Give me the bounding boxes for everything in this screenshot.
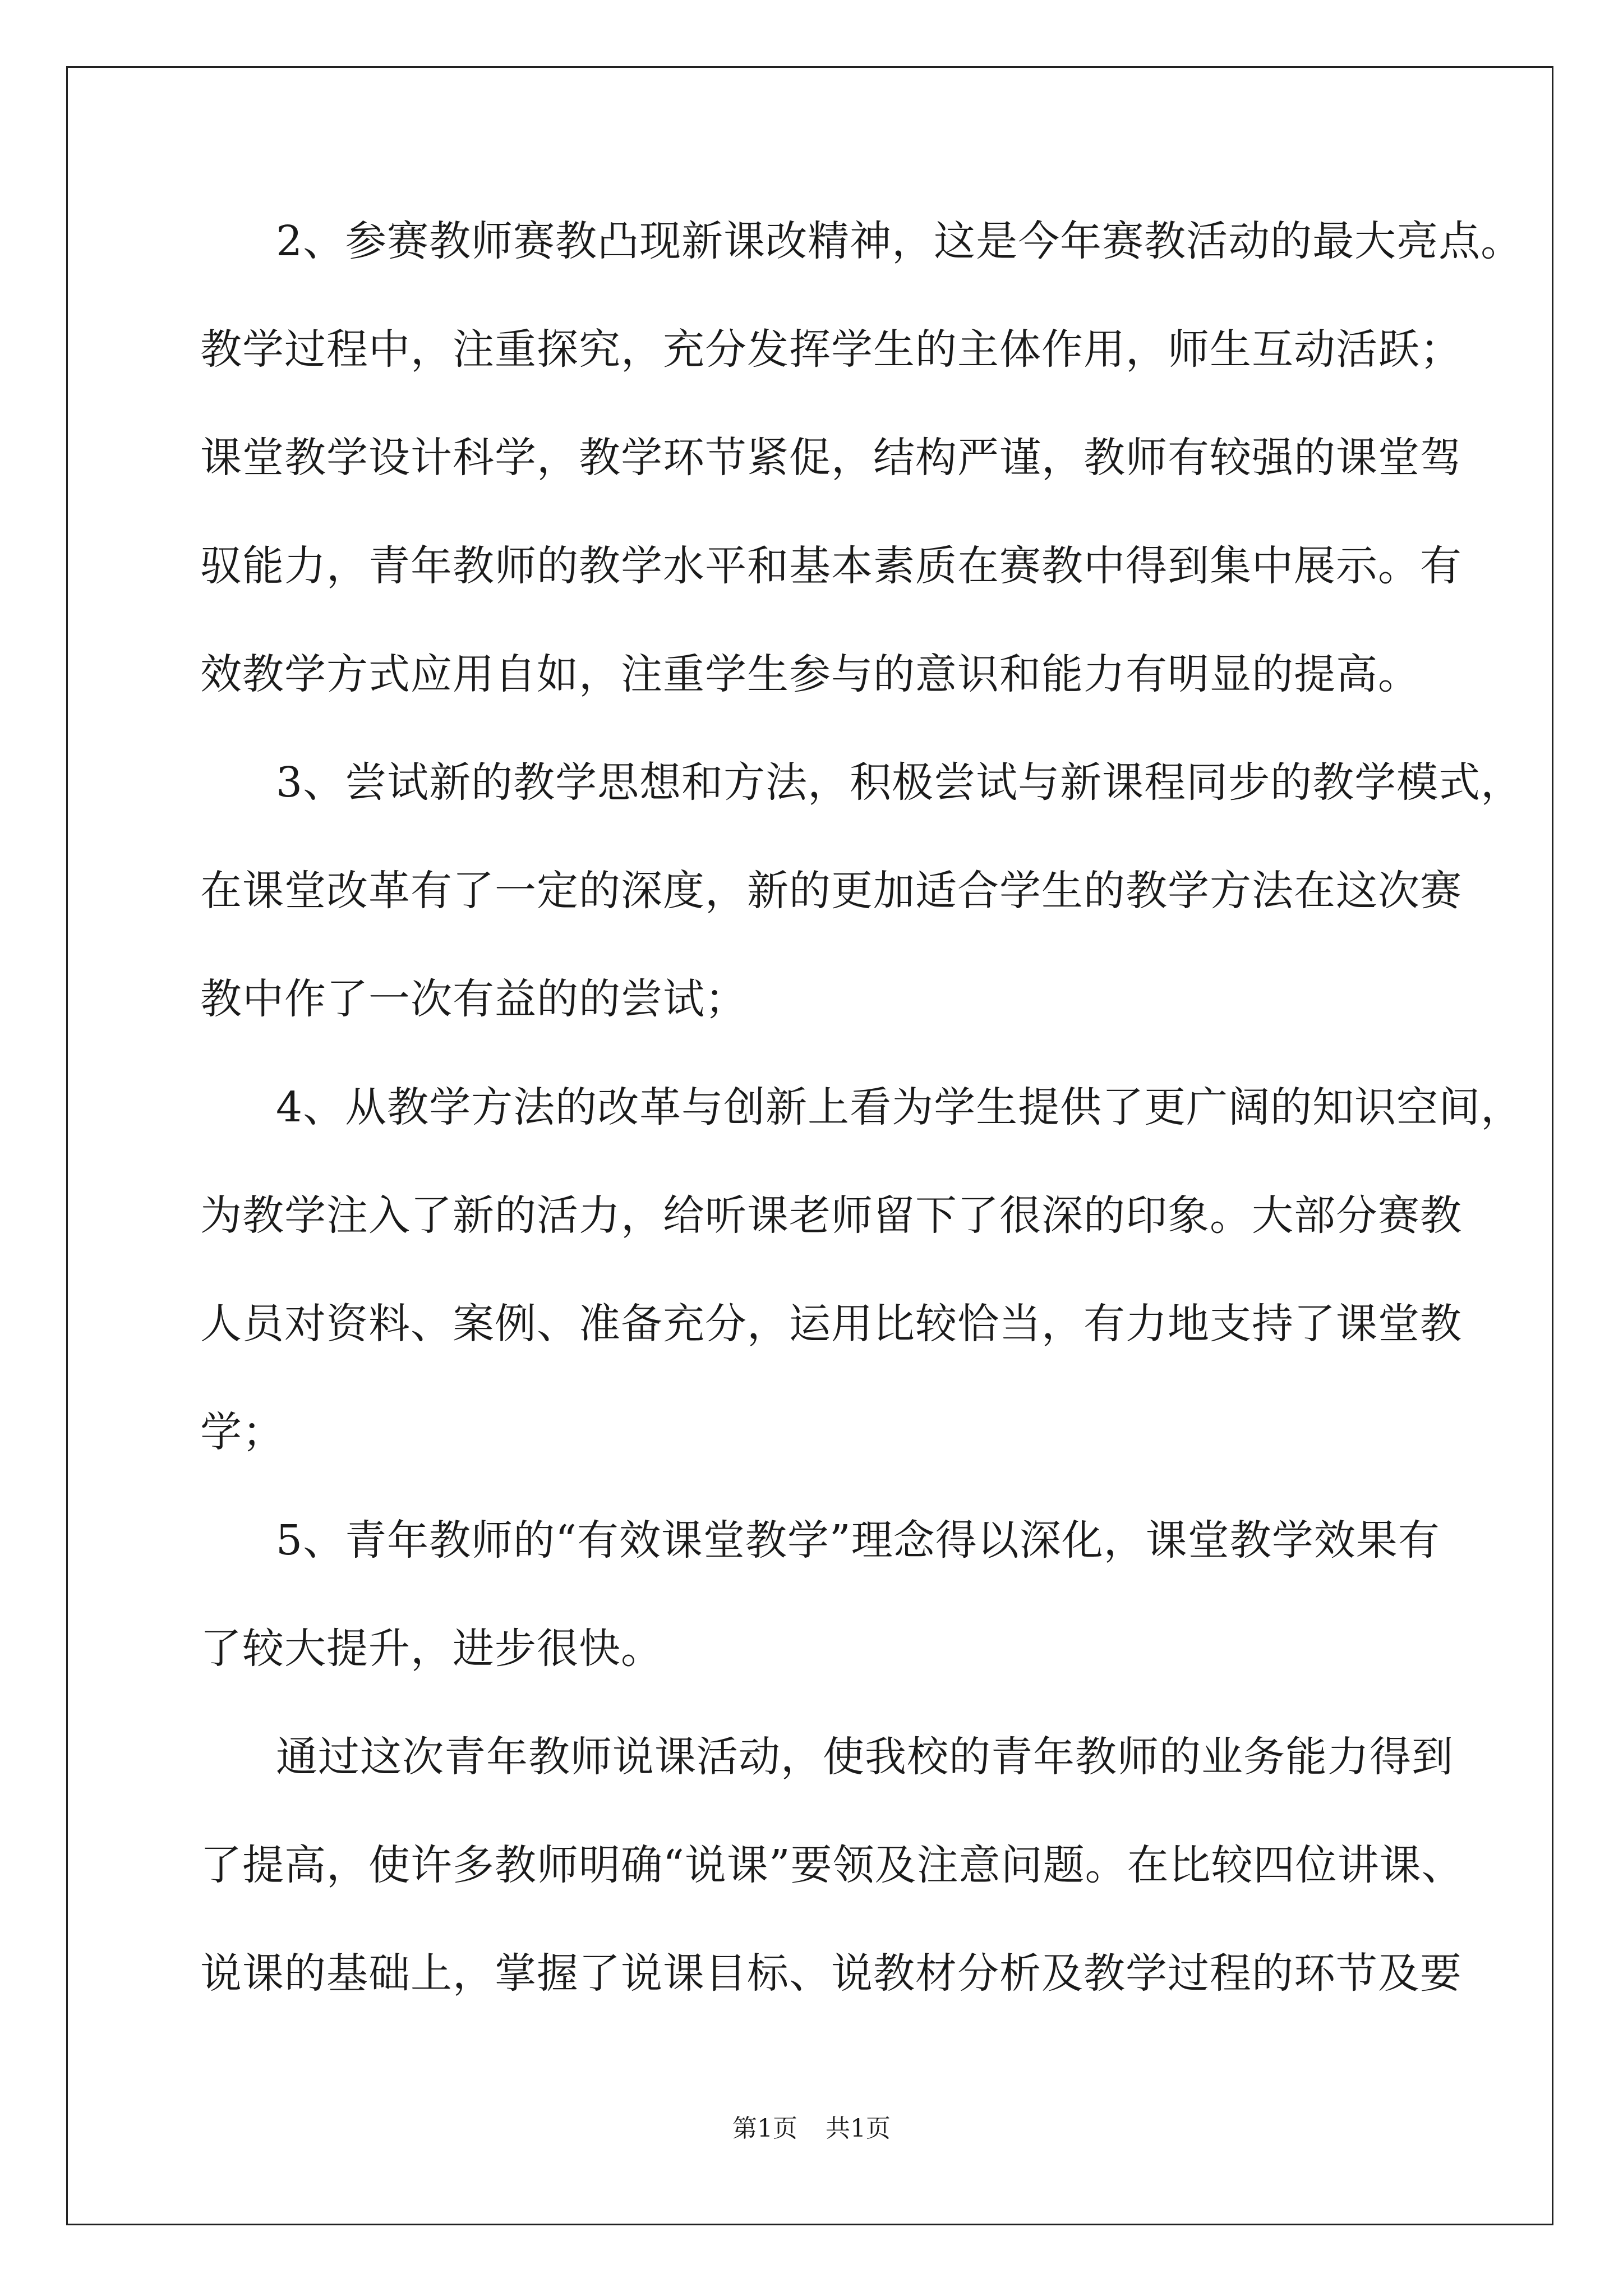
paragraph-line: 了较大提升，进步很快。 bbox=[200, 1625, 663, 1673]
paragraph-line: 2、参赛教师赛教凸现新课改精神，这是今年赛教活动的最大亮点。 bbox=[276, 217, 1523, 265]
paragraph-line: 课堂教学设计科学，教学环节紧促，结构严谨，教师有较强的课堂驾 bbox=[200, 434, 1462, 482]
paragraph-line: 驭能力，青年教师的教学水平和基本素质在赛教中得到集中展示。有 bbox=[200, 542, 1462, 590]
page-number-current: 第1页 bbox=[732, 2114, 797, 2143]
paragraph-line: 在课堂改革有了一定的深度，新的更加适合学生的教学方法在这次赛 bbox=[200, 867, 1462, 915]
page-number-total: 共1页 bbox=[826, 2114, 891, 2143]
paragraph-line: 学； bbox=[200, 1408, 284, 1456]
page-footer bbox=[0, 2112, 1623, 2146]
paragraph-line: 了提高，使许多教师明确“说课”要领及注意问题。在比较四位讲课、 bbox=[200, 1841, 1464, 1889]
paragraph-line: 4、从教学方法的改革与创新上看为学生提供了更广阔的知识空间， bbox=[276, 1083, 1523, 1131]
paragraph-line: 为教学注入了新的活力，给听课老师留下了很深的印象。大部分赛教 bbox=[200, 1191, 1462, 1240]
paragraph-line: 教学过程中，注重探究，充分发挥学生的主体作用，师生互动活跃； bbox=[200, 325, 1462, 374]
paragraph-line: 人员对资料、案例、准备充分，运用比较恰当，有力地支持了课堂教 bbox=[200, 1300, 1462, 1348]
paragraph-line: 教中作了一次有益的的尝试； bbox=[200, 975, 747, 1023]
paragraph-line: 效教学方式应用自如，注重学生参与的意识和能力有明显的提高。 bbox=[200, 650, 1420, 698]
paragraph-line: 通过这次青年教师说课活动，使我校的青年教师的业务能力得到 bbox=[276, 1733, 1454, 1781]
paragraph-line: 3、尝试新的教学思想和方法，积极尝试与新课程同步的教学模式， bbox=[276, 758, 1523, 807]
paragraph-line: 说课的基础上，掌握了说课目标、说教材分析及教学过程的环节及要 bbox=[200, 1949, 1462, 1998]
page-border bbox=[66, 66, 1553, 2225]
paragraph-line: 5、青年教师的“有效课堂教学”理念得以深化，课堂教学效果有 bbox=[276, 1516, 1440, 1565]
